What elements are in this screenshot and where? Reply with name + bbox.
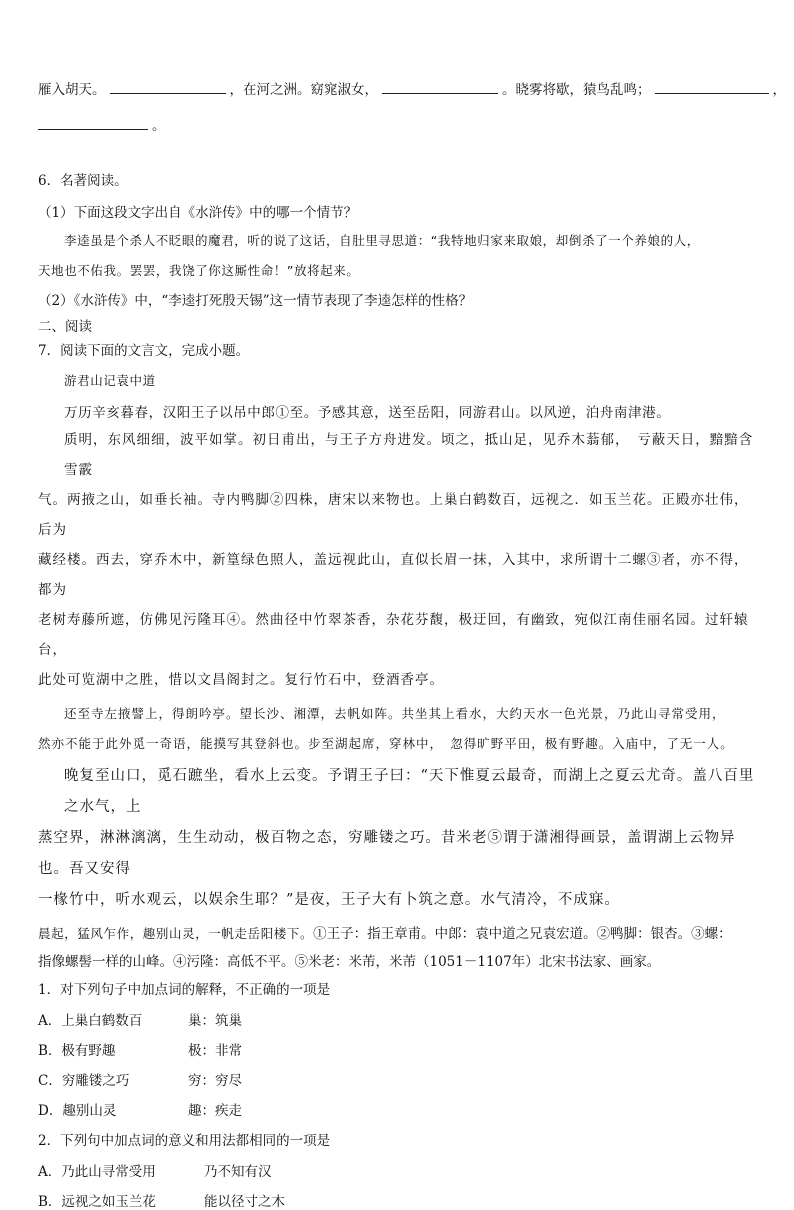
footnotes-line-1: ①王子：指王章甫。中郎：袁中道之兄袁宏道。②鸭脚：银杏。③螺： <box>313 926 732 942</box>
option-b[interactable] <box>38 1190 762 1210</box>
passage-paragraph-2 <box>38 425 762 695</box>
quote-line-1: 李逵虽是个杀人不眨眼的魔君，听的说了这话，自肚里寻思道：“我特地归家来取娘，却倒杀了一个养娘的人， <box>64 233 700 248</box>
sub-question-2-title: 2．下列句中加点词的意义和用法都相同的一项是 <box>38 1133 331 1149</box>
passage-paragraph-4 <box>38 761 762 916</box>
fill-blank-text-2: ，在河之洲。窈窕淑女， <box>229 82 378 98</box>
option-c[interactable] <box>38 1069 762 1089</box>
fill-blank-text-4: ， <box>772 82 786 98</box>
option-label: A．乃此山寻常受用 <box>38 1164 156 1180</box>
section-heading: 二、阅读 <box>38 319 92 335</box>
passage-line: 一椽竹中，听水观云，以娱余生耶？”是夜，王子大有卜筑之意。水气清冷，不成寐。 <box>38 892 620 908</box>
passage-line: 然亦不能于此外觅一奇语，能摸写其登斜也。步至湖起席，穿林中， 忽得旷野平田，极有野趣。入庙中，了无一人。 <box>38 736 734 751</box>
option-definition: 趣：疾走 <box>188 1103 242 1119</box>
passage-line: 老树寿藤所遮，仿佛见污隆耳④。然曲径中竹翠茶香，杂花芬馥，极迂回，有幽致，宛似江南佳丽名园。过轩辕台， <box>38 612 749 658</box>
passage-line: 还至寺左掖譬上，得朗吟亭。望长沙、湘潭，去帆如阵。共坐其上看水，大约天水一色光景，乃此山寻常受用， <box>64 706 726 721</box>
exam-page <box>38 78 786 1210</box>
passage-paragraph-5: 晨起，猛风乍作，趣别山灵，一帆走岳阳楼下。 <box>38 926 314 941</box>
fill-blank-text-5: 。 <box>152 118 166 134</box>
option-label: C．穷雕镂之巧 <box>38 1073 130 1089</box>
option-a[interactable] <box>38 1009 762 1029</box>
sub-question-1-title: 1．对下列句子中加点词的解释，不正确的一项是 <box>38 982 331 998</box>
option-definition: 穷：穷尽 <box>188 1073 242 1089</box>
option-sentence: 能以径寸之木 <box>204 1194 285 1210</box>
question-7-title: 7．阅读下面的文言文，完成小题。 <box>38 343 250 359</box>
fill-blank-line-2 <box>38 114 762 134</box>
option-b[interactable] <box>38 1039 762 1059</box>
passage-line: 藏经楼。西去，穿乔木中，新篁绿色照人，盖远视此山，直似长眉一抹，入其中，求所谓十二螺③者，亦不得，都为 <box>38 552 749 598</box>
passage-paragraph-5-and-notes <box>38 922 762 942</box>
option-sentence: 乃不知有汉 <box>204 1164 272 1180</box>
option-definition: 巢：筑巢 <box>188 1013 242 1029</box>
option-definition: 极：非常 <box>188 1043 242 1059</box>
question-6-sub-1: （1）下面这段文字出自《水浒传》中的哪一个情节？ <box>38 205 358 221</box>
option-label: A．上巢白鹤数百 <box>38 1013 143 1029</box>
passage-paragraph-3 <box>38 699 762 759</box>
passage-title: 游君山记袁中道 <box>64 373 156 388</box>
passage-paragraph-1: 万历辛亥暮春，汉阳王子以吊中郎①至。予感其意，送至岳阳，同游君山。以风逆，泊舟南津港。 <box>64 405 671 421</box>
option-a[interactable] <box>38 1160 762 1180</box>
passage-line: 蒸空界，淋淋漓漓，生生动动，极百物之态，穷雕镂之巧。昔米老⑤谓于潇湘得画景，盖谓湖上云物异也。吾又安得 <box>38 830 736 877</box>
passage-line: 质明，东风细细，波平如掌。初日甫出，与王子方舟进发。顷之，抵山足，见乔木蓊郁， 亏蔽天日，黯黯含雪霰 <box>64 432 754 478</box>
fill-blank-text-1: 雁入胡天。 <box>38 82 106 98</box>
answer-blank-3[interactable] <box>655 79 769 94</box>
question-6-sub-2: （2）《水浒传》中，“李逵打死殷天锡”这一情节表现了李逵怎样的性格？ <box>38 293 473 309</box>
answer-blank-2[interactable] <box>382 79 498 94</box>
answer-blank-1[interactable] <box>110 79 226 94</box>
quote-line-2: 天地也不佑我。罢罢，我饶了你这厮性命！”放将起来。 <box>38 263 360 278</box>
question-6-title: 6．名著阅读。 <box>38 173 128 189</box>
option-label: B．极有野趣 <box>38 1043 116 1059</box>
option-label: D．趣别山灵 <box>38 1103 117 1119</box>
option-d[interactable] <box>38 1099 762 1119</box>
answer-blank-4[interactable] <box>38 115 148 130</box>
passage-line: 晚复至山口，觅石蹠坐，看水上云变。予谓王子曰：“天下惟夏云最奇，而湖上之夏云尤奇。盖八百里之水气，上 <box>64 768 755 815</box>
footnotes-line-2: 指像螺髻一样的山峰。④污隆：高低不平。⑤米老：米芾，米芾（1051－1107年）北宋书法家、画家。 <box>38 954 661 970</box>
option-label: B．远视之如玉兰花 <box>38 1194 156 1210</box>
passage-line: 此处可览湖中之胜，惜以文昌阁封之。复行竹石中，登酒香亭。 <box>38 672 444 688</box>
fill-blank-line-1 <box>38 78 786 98</box>
fill-blank-text-3: 。晓雾将歇，猿鸟乱鸣； <box>502 82 651 98</box>
passage-line: 气。两掖之山，如垂长袖。寺内鸭脚②四株，唐宋以来物也。上巢白鹤数百，远视之．如玉兰花。正殿亦壮伟，后为 <box>38 492 749 538</box>
